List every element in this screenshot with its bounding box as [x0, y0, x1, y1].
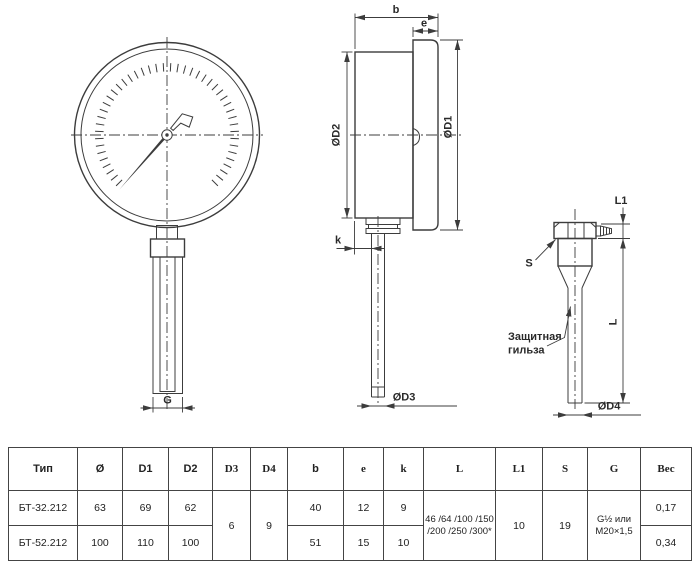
g-thread-line1: G½ или [596, 513, 632, 525]
side-fitting-band [366, 218, 400, 225]
g-label: G [163, 394, 172, 407]
k-label: k [334, 234, 342, 247]
cell-k: 10 [384, 526, 424, 561]
cell-l-merged [424, 491, 496, 561]
table-header-row [9, 448, 692, 491]
side-fitting-band [366, 229, 400, 234]
needle-counterweight [170, 110, 196, 137]
front-stem-outer [153, 257, 183, 394]
gauge-needle [118, 136, 166, 191]
front-hex-nut [151, 239, 185, 257]
header-b: b [288, 448, 344, 491]
header-d4: D4 [251, 448, 288, 491]
header-k: k [384, 448, 424, 491]
cell-weight: 0,34 [641, 526, 692, 561]
dimension-G [141, 395, 196, 413]
dimension-d2 [331, 52, 353, 218]
cell-b: 51 [288, 526, 344, 561]
b-label: b [392, 4, 400, 16]
header-l: L [424, 448, 496, 491]
l-options-line2: /200 /250 /300* [427, 525, 492, 537]
sleeve-shoulder [558, 266, 568, 288]
header-s: S [543, 448, 588, 491]
d1-label: ØD1 [442, 115, 455, 139]
header-d1: D1 [123, 448, 169, 491]
threaded-tip [596, 226, 612, 236]
d4-label: ØD4 [597, 400, 621, 413]
header-e: e [344, 448, 384, 491]
cell-d4-merged: 9 [251, 491, 288, 561]
case-detent [413, 129, 420, 146]
detail-view [508, 195, 641, 415]
cell-l1-merged: 10 [496, 491, 543, 561]
cell-k: 9 [384, 491, 424, 526]
e-label: e [420, 17, 428, 30]
cell-e: 15 [344, 526, 384, 561]
cell-b: 40 [288, 491, 344, 526]
dimension-e [413, 18, 438, 38]
header-l1: L1 [496, 448, 543, 491]
cell-diameter: 100 [78, 526, 123, 561]
l-label: L [607, 318, 620, 326]
cell-g-merged [588, 491, 641, 561]
d2-label: ØD2 [330, 123, 343, 147]
front-view [71, 37, 263, 413]
cell-diameter: 63 [78, 491, 123, 526]
cell-d1: 69 [123, 491, 169, 526]
cell-d2: 100 [169, 526, 213, 561]
spec-table [8, 447, 692, 561]
cell-type: БТ-32.212 [9, 491, 78, 526]
d3-label: ØD3 [392, 391, 416, 404]
cell-weight: 0,17 [641, 491, 692, 526]
cell-e: 12 [344, 491, 384, 526]
header-d2: D2 [169, 448, 213, 491]
needle-hub-center [165, 133, 168, 136]
sleeve-label-line1: Защитная [508, 331, 562, 343]
side-fitting-band [369, 225, 398, 229]
dimension-l1 [598, 195, 630, 239]
side-view [331, 4, 464, 406]
sleeve-shoulder [582, 266, 592, 288]
dimension-k [335, 221, 385, 255]
hex-chamfer [591, 223, 597, 228]
cell-d1: 110 [123, 526, 169, 561]
cell-d3-merged: 6 [213, 491, 251, 561]
cell-d2: 62 [169, 491, 213, 526]
cell-type: БТ-52.212 [9, 526, 78, 561]
header-weight: Вес [641, 448, 692, 491]
callout-s [525, 240, 555, 270]
s-label: S [525, 257, 533, 270]
cell-s-merged: 19 [543, 491, 588, 561]
table-row [9, 491, 692, 526]
header-d3: D3 [213, 448, 251, 491]
callout-sleeve [508, 307, 571, 357]
header-type: Тип [9, 448, 78, 491]
hex-chamfer [554, 223, 560, 228]
header-g: G [588, 448, 641, 491]
l-options-line1: 46 /64 /100 /150 [425, 513, 494, 525]
header-diameter: Ø [78, 448, 123, 491]
g-thread-line2: M20×1,5 [595, 525, 633, 537]
front-stem-inner [160, 257, 175, 392]
sleeve-label-line2: гильза [508, 344, 545, 357]
l1-label: L1 [614, 195, 628, 207]
